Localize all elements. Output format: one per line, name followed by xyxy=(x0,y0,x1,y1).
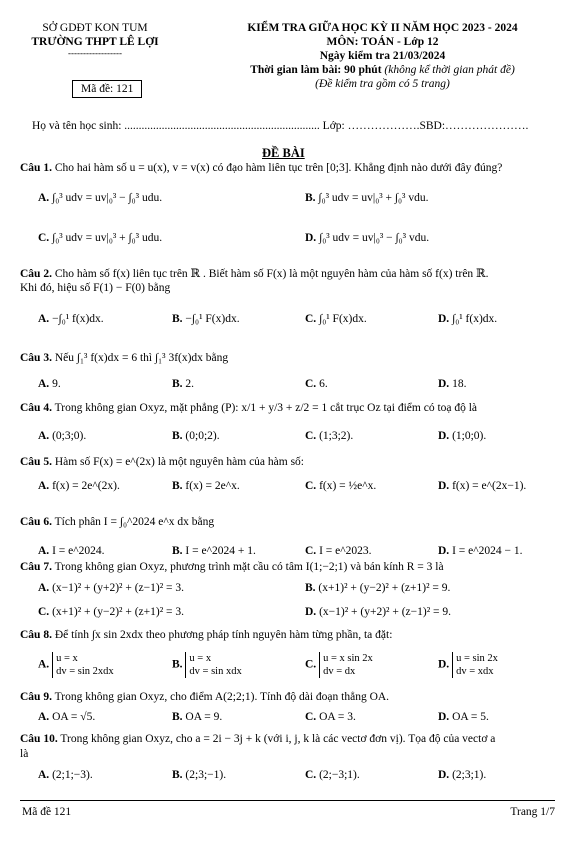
option-letter: C. xyxy=(305,313,317,325)
brace-line-2: dv = xdx xyxy=(456,666,494,677)
brace-line-1: u = x xyxy=(189,653,212,664)
option-text: I = e^2024 + 1. xyxy=(185,545,256,557)
option-letter: C. xyxy=(305,480,317,492)
option-text: OA = 5. xyxy=(452,711,489,723)
q3-option-b[interactable] xyxy=(172,378,194,390)
option-letter: A. xyxy=(38,658,50,671)
option-text: I = e^2024 − 1. xyxy=(452,545,523,557)
exam-time-label: Thời gian làm bài: 90 phút xyxy=(250,64,382,76)
school-name: TRƯỜNG THPT LÊ LỢI xyxy=(31,36,159,48)
option-letter: C. xyxy=(38,232,50,244)
brace-line-1: u = x xyxy=(56,653,78,664)
q9-option-c[interactable] xyxy=(305,711,356,723)
exam-code-box: Mã đề: 121 xyxy=(72,80,142,98)
question-9 xyxy=(20,691,555,703)
option-letter: B. xyxy=(172,769,183,781)
option-text: ∫₀¹ f(x)dx. xyxy=(452,313,498,325)
option-letter: B. xyxy=(305,582,316,594)
option-letter: D. xyxy=(438,378,450,390)
option-letter: C. xyxy=(305,769,317,781)
question-8 xyxy=(20,629,555,641)
option-text: OA = √5. xyxy=(52,711,96,723)
question-text: Để tính ∫x sin 2xdx theo phương pháp tính nguyên hàm từng phần, ta đặt: xyxy=(54,629,393,641)
question-text: Tích phân I = ∫₀^2024 e^x dx bằng xyxy=(54,516,215,528)
option-letter: A. xyxy=(38,430,50,442)
de-bai-heading: ĐỀ BÀI xyxy=(262,146,305,160)
q7-option-b[interactable] xyxy=(305,582,450,594)
option-text: (2;3;−1). xyxy=(185,769,227,781)
option-text: (2;3;1). xyxy=(452,769,487,781)
option-text: f(x) = ½e^x. xyxy=(319,480,377,492)
school-dashes: ------------------ xyxy=(68,48,122,58)
dept-name: SỞ GDĐT KON TUM xyxy=(42,22,148,34)
q6-option-a[interactable] xyxy=(38,545,105,557)
option-letter: D. xyxy=(438,769,450,781)
question-label: Câu 2. xyxy=(20,268,52,280)
q1-option-b[interactable] xyxy=(305,192,429,204)
option-text: 6. xyxy=(319,378,328,390)
question-3 xyxy=(20,352,555,364)
option-text: (1;3;2). xyxy=(319,430,354,442)
option-letter: B. xyxy=(172,711,183,723)
option-text: f(x) = 2e^x. xyxy=(185,480,240,492)
option-text: −∫₀¹ f(x)dx. xyxy=(52,313,104,325)
option-letter: A. xyxy=(38,313,50,325)
option-letter: B. xyxy=(172,658,183,671)
option-text: OA = 3. xyxy=(319,711,356,723)
exam-date: Ngày kiểm tra 21/03/2024 xyxy=(319,50,446,62)
option-letter: C. xyxy=(38,606,50,618)
option-letter: D. xyxy=(305,606,317,618)
q10-option-b[interactable] xyxy=(172,769,226,781)
option-letter: A. xyxy=(38,480,50,492)
q4-option-b[interactable] xyxy=(172,430,220,442)
option-letter: A. xyxy=(38,545,50,557)
option-text: f(x) = e^(2x−1). xyxy=(452,480,527,492)
option-text: (2;−3;1). xyxy=(319,769,360,781)
q6-option-d[interactable] xyxy=(438,545,523,557)
q8-option-b[interactable] xyxy=(172,652,242,678)
option-brace xyxy=(319,652,373,678)
option-letter: D. xyxy=(438,430,450,442)
option-brace xyxy=(185,652,241,678)
option-text: OA = 9. xyxy=(185,711,223,723)
option-letter: D. xyxy=(438,545,450,557)
option-text: ∫₀³ udv = uv|₀³ + ∫₀³ vdu. xyxy=(318,192,429,204)
question-text: Trong không gian Oxyz, cho a = 2i − 3j + k (với i, j, k là các vectơ đơn vị). Tọa độ của vectơ a xyxy=(60,733,496,745)
question-text: Trong không gian Oxyz, mặt phẳng (P): x/1 + y/3 + z/2 = 1 cắt trục Oz tại điểm có toạ độ là xyxy=(54,402,478,414)
question-6 xyxy=(20,516,555,528)
option-text: 18. xyxy=(452,378,467,390)
option-text: −∫₀¹ F(x)dx. xyxy=(185,313,240,325)
option-letter: B. xyxy=(172,378,183,390)
q2-option-d[interactable] xyxy=(438,313,497,325)
brace-line-2: dv = sin 2xdx xyxy=(56,666,114,677)
q10-option-c[interactable] xyxy=(305,769,360,781)
option-text: (x+1)² + (y−2)² + (z+1)² = 3. xyxy=(52,606,185,618)
question-text: Cho hàm số f(x) liên tục trên ℝ . Biết hàm số F(x) là một nguyên hàm của hàm số f(x) trên ℝ. xyxy=(54,268,489,280)
q3-option-d[interactable] xyxy=(438,378,466,390)
q6-option-c[interactable] xyxy=(305,545,372,557)
q7-option-a[interactable] xyxy=(38,582,184,594)
option-letter: D. xyxy=(305,232,317,244)
option-text: ∫₀³ udv = uv|₀³ − ∫₀³ vdu. xyxy=(319,232,430,244)
q1-option-a[interactable] xyxy=(38,192,162,204)
question-10-line-2: là xyxy=(20,748,29,760)
question-1 xyxy=(20,162,555,174)
q7-option-c[interactable] xyxy=(38,606,184,618)
question-label: Câu 10. xyxy=(20,733,58,745)
option-letter: B. xyxy=(172,545,183,557)
q5-option-c[interactable] xyxy=(305,480,376,492)
option-text: ∫₀³ udv = uv|₀³ − ∫₀³ udu. xyxy=(52,192,163,204)
option-letter: A. xyxy=(38,378,50,390)
footer-divider xyxy=(20,800,555,801)
option-text: 9. xyxy=(52,378,61,390)
q4-option-d[interactable] xyxy=(438,430,486,442)
option-letter: A. xyxy=(38,769,50,781)
q8-option-d[interactable] xyxy=(438,652,498,678)
option-letter: B. xyxy=(172,313,183,325)
option-text: f(x) = 2e^(2x). xyxy=(52,480,120,492)
q1-option-c[interactable] xyxy=(38,232,162,244)
question-label: Câu 5. xyxy=(20,456,52,468)
brace-line-1: u = x sin 2x xyxy=(323,653,373,664)
q3-option-a[interactable] xyxy=(38,378,61,390)
q3-option-c[interactable] xyxy=(305,378,328,390)
footer-page-number: Trang 1/7 xyxy=(510,806,555,818)
question-10 xyxy=(20,733,555,745)
question-5 xyxy=(20,456,555,468)
question-label: Câu 7. xyxy=(20,561,52,573)
q7-option-d[interactable] xyxy=(305,606,451,618)
q9-option-d[interactable] xyxy=(438,711,489,723)
option-text: (x+1)² + (y−2)² + (z+1)² = 9. xyxy=(318,582,451,594)
q2-option-b[interactable] xyxy=(172,313,240,325)
q8-option-c[interactable] xyxy=(305,652,373,678)
question-2 xyxy=(20,266,555,280)
option-text: (0;3;0). xyxy=(52,430,87,442)
q10-option-d[interactable] xyxy=(438,769,486,781)
question-label: Câu 3. xyxy=(20,352,52,364)
option-letter: A. xyxy=(38,582,50,594)
brace-line-2: dv = sin xdx xyxy=(189,666,242,677)
question-text: Nếu ∫₁³ f(x)dx = 6 thì ∫₁³ 3f(x)dx bằng xyxy=(54,352,229,364)
option-letter: C. xyxy=(305,430,317,442)
q2-option-c[interactable] xyxy=(305,313,367,325)
option-text: I = e^2024. xyxy=(52,545,105,557)
exam-title: KIỂM TRA GIỮA HỌC KỲ II NĂM HỌC 2023 - 2024 xyxy=(247,22,518,34)
option-brace xyxy=(52,652,114,678)
brace-line-2: dv = dx xyxy=(323,666,356,677)
option-text: ∫₀¹ F(x)dx. xyxy=(319,313,367,325)
question-7 xyxy=(20,561,555,573)
option-text: I = e^2023. xyxy=(319,545,372,557)
q6-option-b[interactable] xyxy=(172,545,256,557)
option-brace xyxy=(452,652,498,678)
option-text: 2. xyxy=(185,378,195,390)
option-text: (2;1;−3). xyxy=(52,769,93,781)
option-letter: B. xyxy=(172,430,183,442)
option-letter: B. xyxy=(305,192,316,204)
question-4 xyxy=(20,402,555,414)
exam-time xyxy=(210,64,555,76)
q9-option-b[interactable] xyxy=(172,711,222,723)
q5-option-d[interactable] xyxy=(438,480,526,492)
exam-pages: (Đề kiểm tra gồm có 5 trang) xyxy=(315,78,450,90)
question-2-line-2: Khi đó, hiệu số F(1) − F(0) bằng xyxy=(20,282,171,294)
option-letter: C. xyxy=(305,658,317,671)
option-letter: D. xyxy=(438,313,450,325)
question-label: Câu 6. xyxy=(20,516,52,528)
option-text: (0;0;2). xyxy=(185,430,220,442)
q5-option-a[interactable] xyxy=(38,480,120,492)
question-text: Hàm số F(x) = e^(2x) là một nguyên hàm của hàm số: xyxy=(54,456,305,468)
q8-option-a[interactable] xyxy=(38,652,114,678)
question-text: Trong không gian Oxyz, cho điểm A(2;2;1). Tính độ dài đoạn thẳng OA. xyxy=(54,691,390,703)
q2-option-a[interactable] xyxy=(38,313,104,325)
exam-subject: MÔN: TOÁN - Lớp 12 xyxy=(326,36,439,48)
question-text: Trong không gian Oxyz, phương trình mặt cầu có tâm I(1;−2;1) và bán kính R = 3 là xyxy=(54,561,444,573)
option-letter: B. xyxy=(172,480,183,492)
option-text: (x−1)² + (y+2)² + (z−1)² = 3. xyxy=(52,582,185,594)
q10-option-a[interactable] xyxy=(38,769,93,781)
option-letter: C. xyxy=(305,545,317,557)
option-letter: D. xyxy=(438,711,450,723)
option-text: (1;0;0). xyxy=(452,430,487,442)
question-label: Câu 8. xyxy=(20,629,52,641)
option-letter: C. xyxy=(305,378,317,390)
question-label: Câu 4. xyxy=(20,402,52,414)
question-label: Câu 9. xyxy=(20,691,52,703)
question-text: Cho hai hàm số u = u(x), v = v(x) có đạo hàm liên tục trên [0;3]. Khẳng định nào dưới đây đúng? xyxy=(54,162,503,174)
option-text: (x−1)² + (y+2)² + (z−1)² = 9. xyxy=(319,606,452,618)
q5-option-b[interactable] xyxy=(172,480,240,492)
option-letter: D. xyxy=(438,658,450,671)
footer-exam-code: Mã đề 121 xyxy=(22,806,72,818)
q4-option-c[interactable] xyxy=(305,430,353,442)
option-letter: D. xyxy=(438,480,450,492)
option-text: ∫₀³ udv = uv|₀³ + ∫₀³ udu. xyxy=(52,232,163,244)
option-letter: C. xyxy=(305,711,317,723)
q1-option-d[interactable] xyxy=(305,232,429,244)
q4-option-a[interactable] xyxy=(38,430,86,442)
exam-time-note: (không kể thời gian phát đề) xyxy=(384,64,515,76)
brace-line-1: u = sin 2x xyxy=(456,653,498,664)
question-label: Câu 1. xyxy=(20,162,52,174)
option-letter: A. xyxy=(38,192,50,204)
option-letter: A. xyxy=(38,711,50,723)
q9-option-a[interactable] xyxy=(38,711,95,723)
student-info-line: Họ và tên học sinh: .................................................................... Lớp: ……………….SBD:…………………. xyxy=(32,120,529,132)
